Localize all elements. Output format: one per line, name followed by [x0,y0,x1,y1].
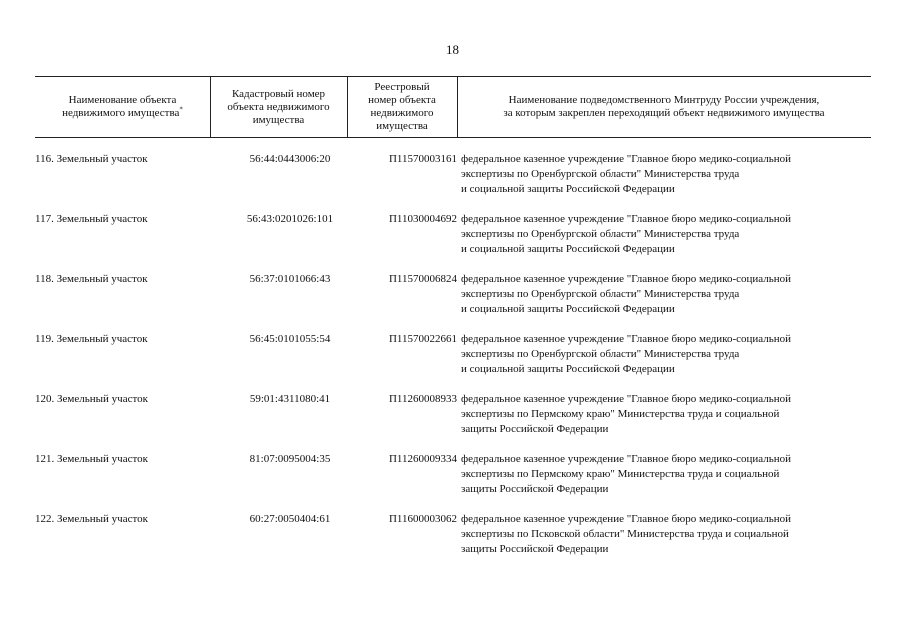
registry-number: П11260009334 [388,453,458,465]
table-body [35,150,871,570]
registry-number: П11260008933 [388,393,458,405]
institution [461,332,871,377]
institution-line: экспертизы по Оренбургской области" Министерства труда [461,348,740,360]
institution-line: федеральное казенное учреждение "Главное бюро медико-социальной [461,333,792,345]
registry-number: П11570003161 [388,153,458,165]
institution [461,152,871,197]
institution-line: экспертизы по Псковской области" Министерства труда и социальной [461,528,789,540]
institution-line: защиты Российской Федерации [461,423,609,435]
header-cadastral-line-2: объекта недвижимого [227,100,330,113]
header-registry-line-3: недвижимого [370,107,434,119]
table-header [35,76,871,138]
institution [461,512,871,557]
header-cadastral-line-1: Кадастровый номер [231,87,326,100]
header-cadastral-line-3: имущества [252,113,305,126]
registry-number: П11570022661 [388,333,458,345]
header-registry-line-2: номер объекта [368,94,436,106]
institution [461,392,871,437]
institution-line: и социальной защиты Российской Федерации [461,363,675,375]
institution-line: и социальной защиты Российской Федерации [461,243,675,255]
page-number: 18 [446,42,459,57]
institution-line: федеральное казенное учреждение "Главное бюро медико-социальной [461,153,792,165]
object-name: 119. Земельный участок [35,333,148,345]
institution-line: федеральное казенное учреждение "Главное бюро медико-социальной [461,213,792,225]
object-name: 118. Земельный участок [35,273,148,285]
table-row [35,150,871,210]
cadastral-number: 81:07:0095004:35 [249,453,331,465]
institution-line: федеральное казенное учреждение "Главное бюро медико-социальной [461,453,792,465]
header-institution [457,77,871,137]
institution-line: экспертизы по Оренбургской области" Министерства труда [461,228,740,240]
object-name: 116. Земельный участок [35,153,148,165]
object-name: 121. Земельный участок [35,453,148,465]
cadastral-number: 56:43:0201026:101 [246,213,334,225]
registry-number: П11600003062 [388,513,458,525]
cadastral-number: 56:44:0443006:20 [249,153,331,165]
institution-line: федеральное казенное учреждение "Главное бюро медико-социальной [461,393,792,405]
header-institution-line-2: за которым закреплен переходящий объект недвижимого имущества [503,107,825,119]
cadastral-number: 56:45:0101055:54 [249,333,331,345]
object-name: 120. Земельный участок [35,393,148,405]
institution-line: экспертизы по Пермскому краю" Министерства труда и социальной [461,408,780,420]
institution-line: экспертизы по Пермскому краю" Министерства труда и социальной [461,468,780,480]
institution-line: защиты Российской Федерации [461,483,609,495]
header-registry-line-1: Реестровый [374,81,430,93]
table-row [35,330,871,390]
footnote-marker: * [179,105,183,114]
object-name: 117. Земельный участок [35,213,148,225]
institution [461,452,871,497]
institution-line: защиты Российской Федерации [461,543,609,555]
header-institution-line-1: Наименование подведомственного Минтруду России учреждения, [508,94,820,106]
cadastral-number: 59:01:4311080:41 [249,393,331,405]
institution-line: и социальной защиты Российской Федерации [461,303,675,315]
header-cadastral-number [210,77,347,137]
header-registry-line-4: имущества [376,120,428,132]
object-name: 122. Земельный участок [35,513,148,525]
registry-number: П11030004692 [388,213,458,225]
header-registry-number [347,77,457,137]
table-row [35,270,871,330]
cadastral-number: 56:37:0101066:43 [249,273,331,285]
header-object-name [35,77,210,137]
institution-line: федеральное казенное учреждение "Главное бюро медико-социальной [461,513,792,525]
header-object-name-line-1: Наименование объекта [68,94,177,106]
registry-number: П11570006824 [388,273,458,285]
table-row [35,450,871,510]
table-row [35,210,871,270]
institution-line: и социальной защиты Российской Федерации [461,183,675,195]
header-object-name-line-2: недвижимого имущества [62,107,180,119]
table-row [35,390,871,450]
institution-line: экспертизы по Оренбургской области" Министерства труда [461,288,740,300]
cadastral-number: 60:27:0050404:61 [249,513,331,525]
table-row [35,510,871,570]
institution-line: экспертизы по Оренбургской области" Министерства труда [461,168,740,180]
institution [461,272,871,317]
institution [461,212,871,257]
institution-line: федеральное казенное учреждение "Главное бюро медико-социальной [461,273,792,285]
